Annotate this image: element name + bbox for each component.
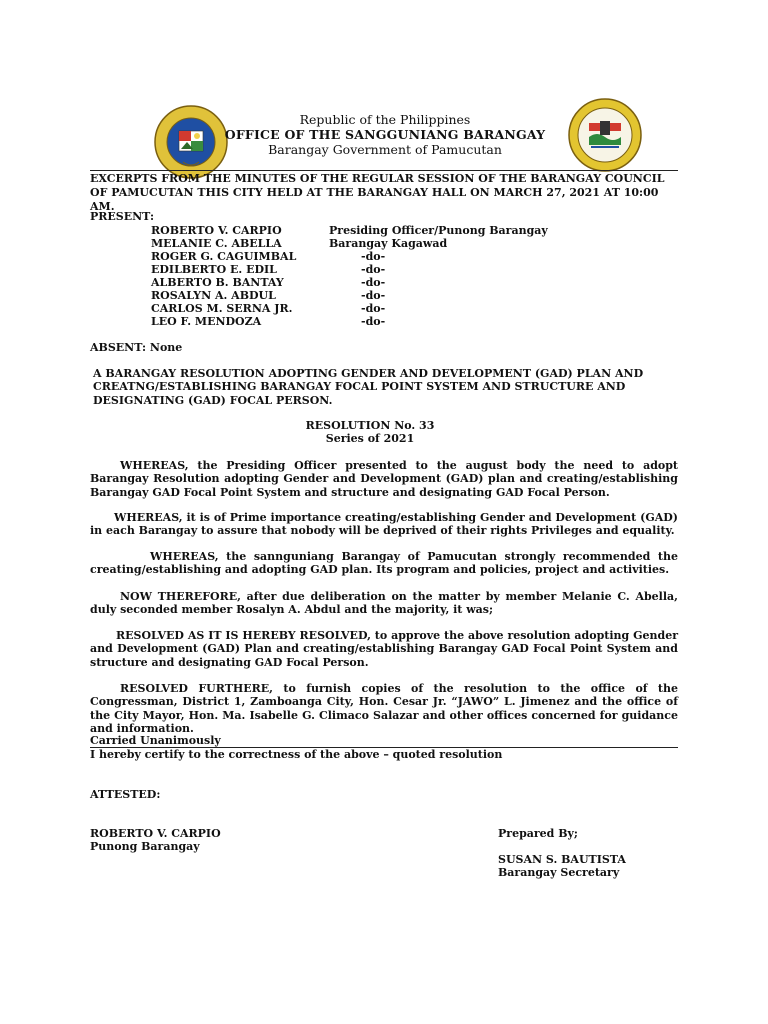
certification-line: I hereby certify to the correctness of the above – quoted resolution (90, 748, 503, 761)
whereas-paragraph-3: WHEREAS, the sannguniang Barangay of Pamucutan strongly recommended the creating/establishing and adopting GAD plan. Its program and policies, project and activities. (90, 550, 678, 577)
signatory-right-title: Barangay Secretary (498, 866, 620, 879)
present-label: PRESENT: (90, 210, 155, 223)
carried-unanimously: Carried Unanimously (90, 734, 221, 747)
member-position: -do- (361, 276, 386, 289)
whereas-paragraph-1: WHEREAS, the Presiding Officer presented to the august body the need to adopt Barangay Resolution adopting Gender and Development (GAD) plan and creating/establishing Barangay GAD Focal Point System and structure and designating GAD Focal Person. (90, 459, 678, 499)
header-office: OFFICE OF THE SANGGUNIANG BARANGAY (224, 127, 546, 142)
member-name: MELANIE C. ABELLA (151, 237, 282, 250)
header-government: Barangay Government of Pamucutan (268, 142, 502, 157)
member-position: -do- (361, 289, 386, 302)
attested-label: ATTESTED: (90, 788, 161, 801)
member-position: Barangay Kagawad (329, 237, 448, 250)
member-name: LEO F. MENDOZA (151, 315, 262, 328)
whereas-paragraph-2: WHEREAS, it is of Prime importance creating/establishing Gender and Development (GAD) in each Barangay to assure that nobody will be deprived of their rights Privileges and equality. (90, 511, 678, 538)
signatory-left-name: ROBERTO V. CARPIO (90, 827, 221, 840)
resolution-series: Series of 2021 (325, 432, 415, 445)
member-name: CARLOS M. SERNA JR. (151, 302, 293, 315)
header-divider (90, 170, 678, 171)
member-name: ROGER G. CAGUIMBAL (151, 250, 297, 263)
absent-line: ABSENT: None (90, 341, 183, 354)
member-position: -do- (361, 302, 386, 315)
header-republic: Republic of the Philippines (299, 112, 471, 127)
member-position: Presiding Officer/Punong Barangay (329, 224, 548, 237)
city-of-zamboanga-seal (567, 97, 643, 173)
resolved-paragraph: RESOLVED AS IT IS HEREBY RESOLVED, to approve the above resolution adopting Gender and Development (GAD) Plan and creating/establishing Barangay GAD Focal Point System and structure and designating GAD Focal Person. (90, 629, 678, 669)
member-name: ALBERTO B. BANTAY (151, 276, 284, 289)
member-position: -do- (361, 263, 386, 276)
excerpt-title: EXCERPTS FROM THE MINUTES OF THE REGULAR SESSION OF THE BARANGAY COUNCIL OF PAMUCUTAN THIS CITY HELD AT THE BARANGAY HALL ON MARCH 27, 2021 AT 10:00 AM. (90, 172, 665, 213)
resolution-number: RESOLUTION No. 33 (305, 419, 435, 432)
resolved-further-paragraph: RESOLVED FURTHERE, to furnish copies of the resolution to the office of the Congressman, District 1, Zamboanga City, Hon. Cesar Jr. “JAWO” L. Jimenez and the office of the City Mayor, Hon. Ma. Isabelle G. Climaco Salazar and other offices concerned for guidance and information. (90, 682, 678, 735)
member-name: ROBERTO V. CARPIO (151, 224, 282, 237)
member-name: EDILBERTO E. EDIL (151, 263, 277, 276)
member-position: -do- (361, 315, 386, 328)
now-therefore-paragraph: NOW THEREFORE, after due deliberation on the matter by member Melanie C. Abella, duly seconded member Rosalyn A. Abdul and the majority, it was; (90, 590, 678, 617)
member-position: -do- (361, 250, 386, 263)
signatory-left-title: Punong Barangay (90, 840, 200, 853)
signatory-right-name: SUSAN S. BAUTISTA (498, 853, 626, 866)
prepared-by-label: Prepared By; (498, 827, 578, 840)
resolution-title: A BARANGAY RESOLUTION ADOPTING GENDER AND DEVELOPMENT (GAD) PLAN AND CREATNG/ESTABLISHING BARANGAY FOCAL POINT SYSTEM AND STRUCTURE AND DESIGNATING (GAD) FOCAL PERSON. (93, 367, 644, 407)
member-name: ROSALYN A. ABDUL (151, 289, 276, 302)
